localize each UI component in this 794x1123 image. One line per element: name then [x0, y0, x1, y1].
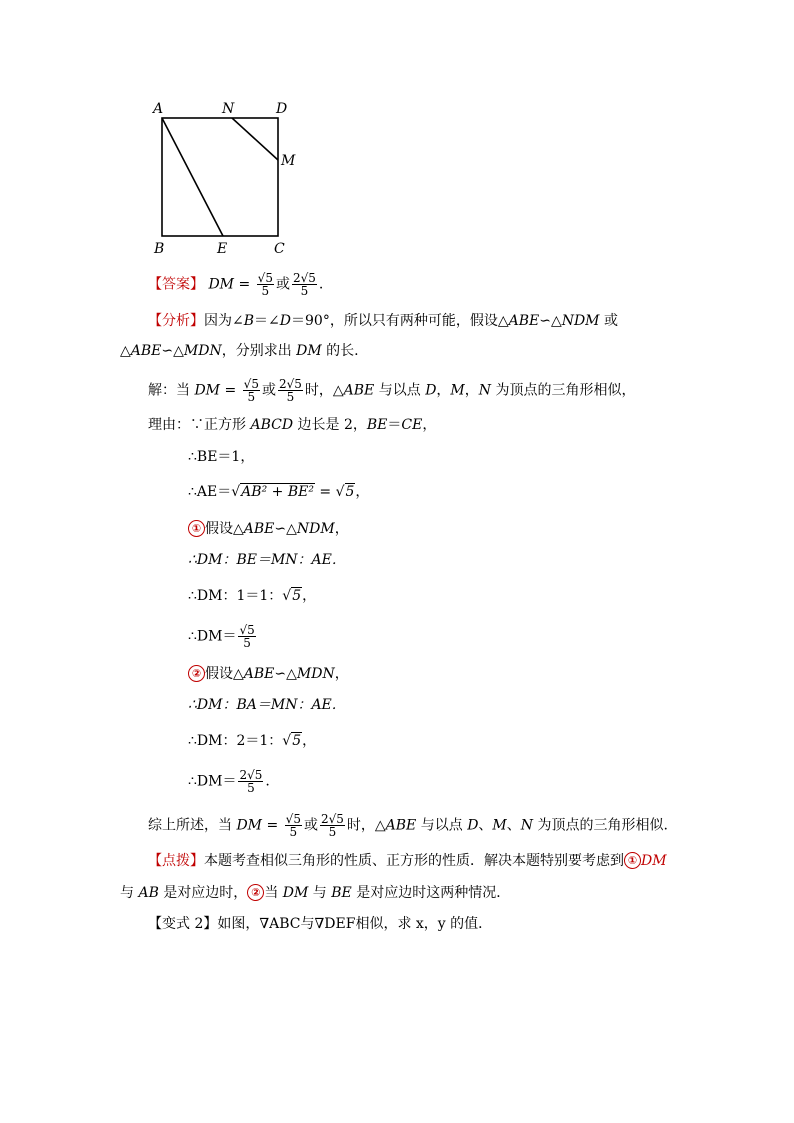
- analysis-line-1: [148, 311, 618, 331]
- answer-line: [148, 272, 323, 297]
- or-text: 或: [303, 817, 318, 834]
- reason-text: 理由：∵正方形: [148, 417, 251, 433]
- equals-sign: ＝: [387, 417, 402, 433]
- separator: 、: [506, 817, 521, 834]
- solution-text: 时，: [304, 382, 333, 399]
- step-text: ∴DM：BE＝MN：AE．: [188, 552, 346, 568]
- period: .: [318, 276, 324, 293]
- analysis-text: 或: [599, 313, 618, 329]
- label-b: B: [154, 241, 165, 257]
- variant-text: 如图，∇ABC与∇DEF相似，求 x，y 的值．: [217, 916, 493, 932]
- circled-one-icon: ①: [188, 520, 205, 537]
- comment-text: 与: [120, 885, 139, 901]
- comma: ，: [422, 417, 437, 433]
- label-n: N: [222, 101, 235, 117]
- sqrt-5: √5: [282, 733, 302, 749]
- comma: ，: [302, 588, 317, 604]
- comment-line-2: [120, 883, 510, 903]
- summary-dm: DM: [236, 817, 263, 834]
- point-d: D: [467, 817, 479, 834]
- segment-be: BE: [366, 417, 388, 433]
- segment-ce: CE: [401, 417, 423, 433]
- variant-tag: 【变式 2】: [148, 916, 218, 932]
- step-text: 假设: [205, 521, 233, 537]
- fraction-2sqrt5-over-5: $\frac{2√5}{5}$: [278, 377, 302, 404]
- step-text: ∴BE＝1，: [188, 449, 255, 465]
- comma: ，: [334, 666, 349, 682]
- variant-line: [148, 914, 492, 934]
- comment-text: 是对应边时这两种情况．: [351, 885, 511, 901]
- step-result-1: [188, 624, 258, 649]
- step-be: [188, 447, 254, 467]
- point-n: N: [478, 382, 492, 399]
- solution-text: 为顶点的三角形相似，: [491, 382, 636, 399]
- answer-tag: 【答案】: [148, 276, 204, 293]
- separator: 、: [478, 817, 493, 834]
- angle-d: D: [279, 313, 291, 329]
- step-ratio-1: [188, 550, 346, 570]
- fraction-2sqrt5-over-5: $\frac{2√5}{5}$: [320, 812, 344, 839]
- label-m: M: [281, 153, 296, 169]
- point-m: M: [492, 817, 507, 834]
- label-e: E: [217, 241, 228, 257]
- reason-line: [148, 415, 436, 435]
- circled-two-icon: ②: [247, 884, 264, 901]
- analysis-tag: 【分析】: [148, 313, 204, 329]
- comma: ，: [355, 484, 370, 500]
- solution-text: 解：当: [148, 382, 195, 399]
- equals-sign: =: [238, 276, 251, 293]
- answer-dm: DM: [208, 276, 235, 293]
- point-d: D: [425, 382, 437, 399]
- analysis-text: ＝∠: [254, 313, 280, 329]
- solution-text: 与以点: [374, 382, 426, 399]
- similarity-1: △ABE∽△NDM: [233, 521, 335, 537]
- circled-two-icon: ②: [188, 665, 205, 682]
- analysis-dm: DM: [296, 343, 322, 359]
- point-n: N: [520, 817, 534, 834]
- square-name: ABCD: [250, 417, 294, 433]
- equals-sign: =: [262, 817, 283, 834]
- step-calc-2: [188, 731, 316, 751]
- comment-text: 与: [308, 885, 332, 901]
- analysis-text: 的长.: [321, 343, 359, 359]
- fraction-sqrt5-over-5: $\frac{√5}{5}$: [239, 623, 255, 650]
- step-ae: [188, 482, 369, 502]
- summary-text: 综上所述，当: [148, 817, 237, 834]
- analysis-text: 因为∠: [204, 313, 244, 329]
- step-text: ∴AE＝: [188, 484, 232, 500]
- summary-text: 与以点: [416, 817, 468, 834]
- label-c: C: [274, 241, 285, 257]
- summary-line: [148, 813, 668, 838]
- point-m: M: [450, 382, 465, 399]
- equals-sign: =: [314, 484, 336, 500]
- similarity-2: △ABE∽△MDN: [233, 666, 335, 682]
- comment-text: 当: [264, 885, 283, 901]
- sqrt-5: √5: [335, 484, 355, 500]
- step-calc-1: [188, 586, 316, 606]
- step-text: ∴DM：2＝1：: [188, 733, 283, 749]
- summary-text: 时，: [346, 817, 375, 834]
- equals-sign: =: [220, 382, 241, 399]
- fraction-sqrt5-over-5: $\frac{√5}{5}$: [243, 377, 259, 404]
- solution-dm: DM: [194, 382, 221, 399]
- segment-nm: [232, 118, 278, 160]
- square-abcd: [162, 118, 278, 236]
- comment-text: 本题考查相似三角形的性质、正方形的性质．解决本题特别要考虑到: [204, 853, 624, 869]
- analysis-text: ＝90°，所以只有两种可能，假设: [291, 313, 498, 329]
- step-text: ∴DM＝: [188, 773, 237, 790]
- similarity-1: △ABE∽△NDM: [497, 313, 600, 329]
- step-text: ∴DM：1＝1：: [188, 588, 283, 604]
- segment-be: BE: [331, 885, 352, 901]
- comma: ，: [334, 521, 349, 537]
- period: .: [265, 773, 270, 790]
- or-text: 或: [275, 276, 290, 293]
- similarity-2: △ABE∽△MDN: [120, 343, 222, 359]
- analysis-text: ，分别求出: [221, 343, 297, 359]
- comma: ，: [436, 382, 451, 399]
- step-result-2: [188, 769, 270, 794]
- fraction-2sqrt5-over-5: $\frac{2√5}{5}$: [292, 271, 316, 298]
- label-a: A: [153, 101, 164, 117]
- comma: ，: [302, 733, 317, 749]
- segment-ab: AB: [138, 885, 159, 901]
- comment-dm: DM: [641, 853, 667, 869]
- comment-dm: DM: [282, 885, 309, 901]
- segment-ae: [162, 118, 223, 236]
- fraction-2sqrt5-over-5: $\frac{2√5}{5}$: [239, 768, 263, 795]
- circled-one-icon: ①: [624, 852, 641, 869]
- triangle-abe: △ABE: [332, 382, 375, 399]
- comment-line-1: [148, 851, 667, 871]
- step-text: ∴DM：BA＝MN：AE．: [188, 697, 346, 713]
- step-assume-1: [188, 519, 349, 539]
- angle-b: B: [243, 313, 255, 329]
- comment-tag: 【点拨】: [148, 853, 204, 869]
- summary-text: 为顶点的三角形相似.: [533, 817, 668, 834]
- step-text: ∴DM＝: [188, 628, 237, 645]
- fraction-sqrt5-over-5: $\frac{√5}{5}$: [257, 271, 273, 298]
- comment-text: 是对应边时，: [158, 885, 248, 901]
- label-d: D: [276, 101, 288, 117]
- analysis-line-2: [120, 341, 359, 361]
- square-figure: [150, 98, 310, 258]
- or-text: 或: [261, 382, 276, 399]
- step-ratio-2: [188, 695, 346, 715]
- sqrt-expression: √AB² + BE²: [231, 484, 314, 500]
- reason-text: 边长是 2，: [293, 417, 367, 433]
- solution-line: [148, 378, 635, 403]
- comma: ，: [464, 382, 479, 399]
- sqrt-5: √5: [282, 588, 302, 604]
- triangle-abe: △ABE: [374, 817, 417, 834]
- step-text: 假设: [205, 666, 233, 682]
- fraction-sqrt5-over-5: $\frac{√5}{5}$: [285, 812, 301, 839]
- step-assume-2: [188, 664, 349, 684]
